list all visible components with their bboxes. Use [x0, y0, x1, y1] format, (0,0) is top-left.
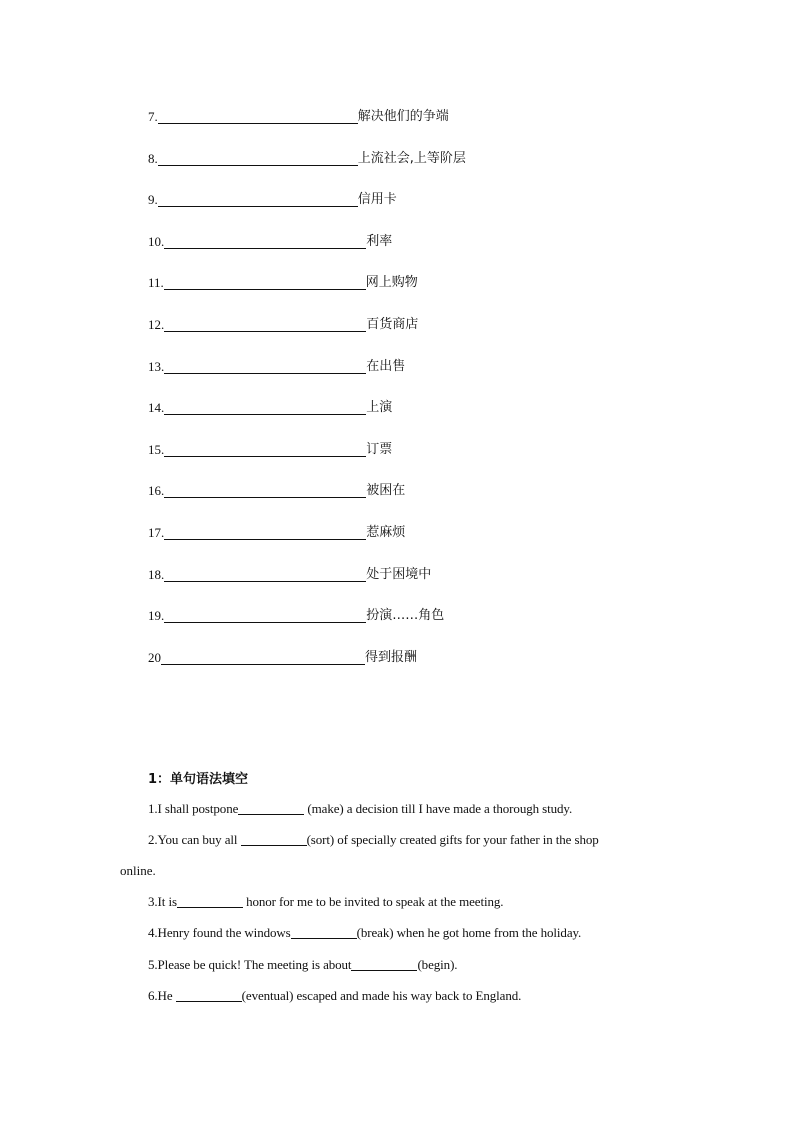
vocab-item [148, 149, 466, 169]
answer-blank[interactable] [164, 567, 366, 582]
answer-blank[interactable] [176, 988, 242, 1002]
answer-blank[interactable] [241, 832, 307, 846]
vocab-meaning: 利率 [366, 234, 393, 249]
vocab-number: 13. [148, 359, 165, 374]
exercise-item [148, 892, 648, 912]
vocab-item [148, 232, 392, 252]
vocab-meaning: 被困在 [366, 483, 406, 498]
answer-blank[interactable] [164, 317, 366, 332]
vocab-number: 17. [148, 525, 165, 540]
exercise-item [148, 830, 648, 850]
answer-blank[interactable] [164, 400, 366, 415]
vocab-meaning: 上流社会,上等阶层 [357, 151, 466, 166]
answer-blank[interactable] [351, 957, 417, 971]
vocab-number: 19. [148, 608, 165, 623]
vocab-item [148, 481, 405, 501]
exercise-text-before: 3.It is [148, 894, 177, 909]
vocab-item [148, 107, 449, 127]
vocab-number: 12. [148, 317, 165, 332]
exercise-text-after: (break) when he got home from the holiday. [356, 925, 582, 940]
vocab-number: 14. [148, 400, 165, 415]
exercise-text-before: 1.I shall postpone [148, 801, 239, 816]
vocab-item [148, 190, 397, 210]
exercise-text-before: 6.He [148, 988, 176, 1003]
exercise-2-continuation: online. [120, 863, 156, 878]
vocab-meaning: 处于困境中 [366, 567, 432, 582]
vocab-number: 15. [148, 442, 165, 457]
vocab-item [148, 565, 431, 585]
answer-blank[interactable] [158, 109, 358, 124]
exercise-text-after: (make) a decision till I have made a thorough study. [304, 801, 573, 816]
exercise-text-after: (begin). [417, 957, 458, 972]
answer-blank[interactable] [238, 801, 304, 815]
exercise-text-after: honor for me to be invited to speak at the meeting. [242, 894, 504, 909]
vocab-meaning: 扮演……角色 [366, 608, 445, 623]
vocab-meaning: 网上购物 [365, 275, 418, 290]
vocab-number: 8. [148, 151, 158, 166]
exercise-text-before: 4.Henry found the windows [148, 925, 291, 940]
exercise-text-before: 2.You can buy all [148, 832, 241, 847]
answer-blank[interactable] [164, 442, 366, 457]
vocab-meaning: 惹麻烦 [366, 525, 406, 540]
vocab-meaning: 上演 [366, 400, 393, 415]
exercise-text-before: 5.Please be quick! The meeting is about [148, 957, 352, 972]
exercise-item [148, 955, 648, 975]
answer-blank[interactable] [164, 483, 366, 498]
vocab-number: 16. [148, 483, 165, 498]
vocab-meaning: 订票 [366, 442, 393, 457]
answer-blank[interactable] [158, 151, 358, 166]
vocab-number: 18. [148, 567, 165, 582]
answer-blank[interactable] [164, 525, 366, 540]
vocab-number: 20 [148, 650, 161, 665]
vocab-meaning: 信用卡 [357, 192, 397, 207]
answer-blank[interactable] [161, 650, 365, 665]
answer-blank[interactable] [158, 192, 358, 207]
vocab-meaning: 在出售 [366, 359, 406, 374]
vocab-meaning: 解决他们的争端 [357, 109, 449, 124]
exercise-item [148, 923, 648, 943]
vocab-number: 9. [148, 192, 158, 207]
exercise-text-after: (sort) of specially created gifts for your father in the shop [306, 832, 599, 847]
answer-blank[interactable] [291, 925, 357, 939]
vocab-number: 7. [148, 109, 158, 124]
vocab-item [148, 315, 418, 335]
vocab-meaning: 百货商店 [366, 317, 419, 332]
vocab-number: 10. [148, 234, 165, 249]
vocab-item [148, 648, 417, 668]
vocab-item [148, 357, 405, 377]
vocab-item [148, 606, 444, 626]
vocab-item [148, 440, 392, 460]
vocab-item [148, 523, 405, 543]
answer-blank[interactable] [164, 234, 366, 249]
section-title: 1：单句语法填空 [148, 772, 249, 787]
answer-blank[interactable] [164, 275, 366, 290]
vocab-item [148, 273, 418, 293]
exercise-item [148, 799, 648, 819]
exercise-item [148, 986, 648, 1006]
vocab-item [148, 398, 392, 418]
answer-blank[interactable] [177, 894, 243, 908]
answer-blank[interactable] [164, 359, 366, 374]
vocab-meaning: 得到报酬 [365, 650, 418, 665]
answer-blank[interactable] [164, 608, 366, 623]
exercise-text-after: (eventual) escaped and made his way back to England. [241, 988, 522, 1003]
vocab-number: 11. [148, 275, 164, 290]
